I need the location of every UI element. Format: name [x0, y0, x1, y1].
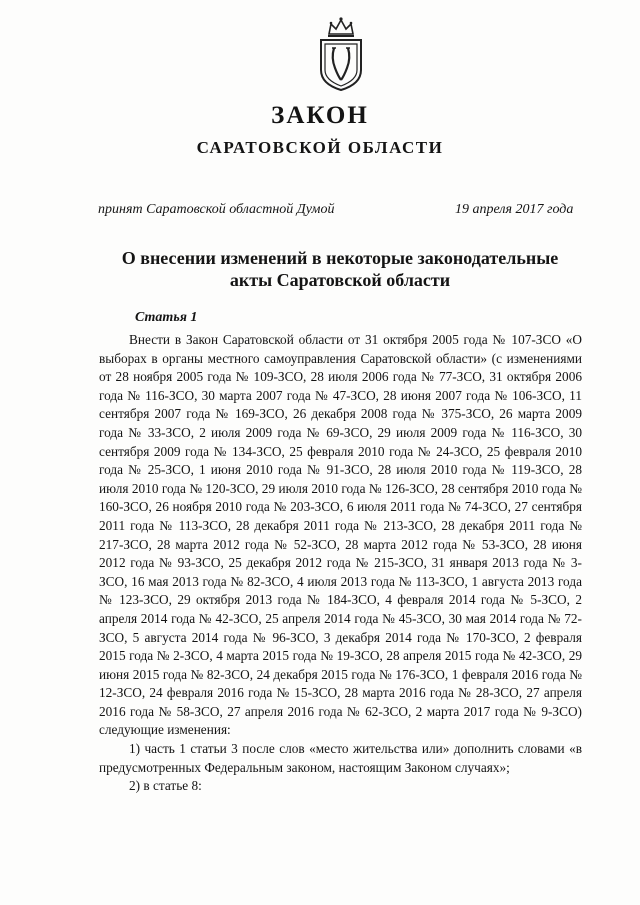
- article-item-1: 1) часть 1 статьи 3 после слов «место жительства или» дополнить словами «в предусмотренных Федеральным законом, настоящим Законом случаях»;: [99, 741, 582, 775]
- law-heading-line-1: О внесении изменений в некоторые законодательные: [121, 248, 559, 268]
- article-item-2: 2) в статье 8:: [129, 778, 202, 794]
- document-subtitle: САРАТОВСКОЙ ОБЛАСТИ: [196, 138, 444, 157]
- document-title: ЗАКОН: [271, 102, 369, 129]
- article-title: Статья 1: [135, 310, 198, 325]
- article-intro: Внести в Закон Саратовской области от 31 октября 2005 года № 107-ЗСО «О выборах в органы местного самоуправления Саратовской области» (с изменениями от 28 ноября 2005 года № 109-ЗСО, 28 июля 2006 года № 77-ЗСО, 31 октября 2006 года № 116-ЗСО, 30 марта 2007 года № 47-ЗСО, 28 июня 2007 года № 106-ЗСО, 11 сентября 2007 года № 169-ЗСО, 26 декабря 2008 года № 375-ЗСО, 26 марта 2009 года № 33-ЗСО, 2 июля 2009 года № 69-ЗСО, 29 июля 2009 года № 116-ЗСО, 30 сентября 2009 года № 134-ЗСО, 25 февраля 2010 года № 24-ЗСО, 25 февраля 2010 года № 25-ЗСО, 1 июня 2010 года № 91-ЗСО, 28 июля 2010 года № 119-ЗСО, 28 июля 2010 года № 120-ЗСО, 29 июля 2010 года № 126-ЗСО, 28 сентября 2010 года № 160-ЗСО, 26 ноября 2010 года № 203-ЗСО, 6 июля 2011 года № 74-ЗСО, 27 сентября 2011 года № 113-ЗСО, 28 декабря 2011 года № 213-ЗСО, 28 декабря 2011 года № 217-ЗСО, 28 марта 2012 года № 52-ЗСО, 28 марта 2012 года № 53-ЗСО, 28 июня 2012 года № 93-ЗСО, 25 декабря 2012 года № 215-ЗСО, 31 января 2013 года № 3-ЗСО, 16 мая 2013 года № 82-ЗСО, 4 июля 2013 года № 113-ЗСО, 1 августа 2013 года № 123-ЗСО, 29 октября 2013 года № 184-ЗСО, 4 февраля 2014 года № 5-ЗСО, 2 апреля 2014 года № 42-ЗСО, 25 апреля 2014 года № 45-ЗСО, 30 мая 2014 года № 72-ЗСО, 5 августа 2014 года № 96-ЗСО, 3 декабря 2014 года № 170-ЗСО, 2 февраля 2015 года № 2-ЗСО, 4 марта 2015 года № 19-ЗСО, 28 апреля 2015 года № 42-ЗСО, 29 июня 2015 года № 82-ЗСО, 24 декабря 2015 года № 176-ЗСО, 1 февраля 2016 года № 12-ЗСО, 24 февраля 2016 года № 15-ЗСО, 28 марта 2016 года № 28-ЗСО, 27 апреля 2016 года № 58-ЗСО, 27 апреля 2016 года № 62-ЗСО, 2 марта 2017 года № 9-ЗСО) следующие изменения:: [99, 332, 582, 738]
- adopted-by: принят Саратовской областной Думой: [98, 202, 335, 217]
- law-heading-line-2: акты Саратовской области: [229, 270, 451, 290]
- law-heading: [60, 247, 620, 291]
- saratov-coat-of-arms-icon: [317, 14, 365, 92]
- adopted-date: 19 апреля 2017 года: [455, 202, 574, 217]
- article-body: [99, 331, 582, 796]
